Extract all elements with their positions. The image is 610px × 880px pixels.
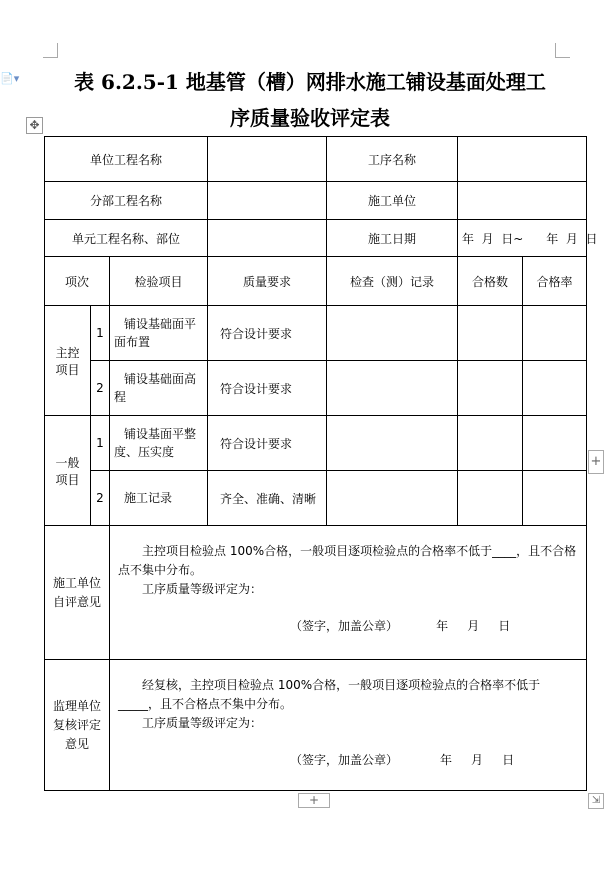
main-items-label: 主控项目: [45, 306, 91, 416]
document-title-line2: 序质量验收评定表: [230, 106, 390, 130]
supervision-opinion-content[interactable]: [110, 660, 587, 791]
construction-opinion-text: 主控项目检验点 100%合格，一般项目逐项检验点的合格率不低于____，且不合格点不集中分布。: [118, 544, 577, 577]
column-header-record: 检查（测）记录: [327, 257, 458, 306]
quality-requirement: 符合设计要求: [208, 416, 327, 471]
supervision-grade-label: 工序质量等级评定为：: [142, 716, 263, 730]
document-icon[interactable]: 📄▾: [0, 72, 20, 85]
supervision-opinion-text: 经复核，主控项目检验点 100%合格，一般项目逐项检验点的合格率不低于_____，且不合格点不集中分布。: [118, 678, 541, 711]
element-project-value[interactable]: [208, 220, 327, 257]
supervision-opinion-label: 监理单位复核评定意见: [45, 660, 110, 791]
construction-unit-value[interactable]: [458, 182, 587, 220]
add-row-icon[interactable]: +: [298, 793, 330, 808]
pass-rate-cell[interactable]: [523, 471, 587, 526]
quality-evaluation-table: [44, 136, 598, 791]
construction-unit-label: 施工单位: [327, 182, 458, 220]
element-project-label: 单元工程名称、部位: [45, 220, 208, 257]
table-row: [45, 416, 587, 471]
page-corner-mark-left: [43, 43, 58, 58]
document-title-line1: 表 6.2.5-1 地基管（槽）网排水施工铺设基面处理工: [74, 70, 546, 94]
table-row: [45, 471, 587, 526]
move-handle-icon[interactable]: ✥: [26, 117, 43, 134]
row-number: 1: [91, 416, 110, 471]
row-number: 1: [91, 306, 110, 361]
construction-grade-label: 工序质量等级评定为：: [142, 582, 263, 596]
sub-project-value[interactable]: [208, 182, 327, 220]
pass-rate-cell[interactable]: [523, 361, 587, 416]
table-row: [45, 306, 587, 361]
record-cell[interactable]: [327, 471, 458, 526]
record-cell[interactable]: [327, 416, 458, 471]
construction-date-label: 施工日期: [327, 220, 458, 257]
column-header-inspection-item: 检验项目: [110, 257, 208, 306]
construction-date-value[interactable]: 年 月 日~ 年 月 日: [458, 220, 587, 257]
qualified-count-cell[interactable]: [458, 416, 523, 471]
unit-project-value[interactable]: [208, 137, 327, 182]
page-corner-mark-right: [555, 43, 570, 58]
process-name-label: 工序名称: [327, 137, 458, 182]
qualified-count-cell[interactable]: [458, 306, 523, 361]
construction-signature: （签字，加盖公章） 年 月 日: [290, 619, 511, 633]
construction-opinion-content[interactable]: [110, 526, 587, 660]
construction-opinion-label: 施工单位自评意见: [45, 526, 110, 660]
quality-requirement: 齐全、准确、清晰: [208, 471, 327, 526]
inspection-item: 铺设基础面平面布置: [110, 306, 208, 361]
add-column-icon[interactable]: +: [588, 450, 604, 474]
qualified-count-cell[interactable]: [458, 361, 523, 416]
inspection-item: 铺设基面平整度、压实度: [110, 416, 208, 471]
general-items-label: 一般项目: [45, 416, 91, 526]
qualified-count-cell[interactable]: [458, 471, 523, 526]
pass-rate-cell[interactable]: [523, 416, 587, 471]
unit-project-label: 单位工程名称: [45, 137, 208, 182]
column-header-qualified-count: 合格数: [458, 257, 523, 306]
column-header-item-type: 项次: [45, 257, 110, 306]
column-header-quality-requirement: 质量要求: [208, 257, 327, 306]
pass-rate-cell[interactable]: [523, 306, 587, 361]
column-header-pass-rate: 合格率: [523, 257, 587, 306]
inspection-item: 铺设基础面高程: [110, 361, 208, 416]
process-name-value[interactable]: [458, 137, 587, 182]
record-cell[interactable]: [327, 306, 458, 361]
table-row: [45, 361, 587, 416]
quality-requirement: 符合设计要求: [208, 361, 327, 416]
resize-icon[interactable]: ⇲: [588, 793, 604, 809]
supervision-signature: （签字，加盖公章） 年 月 日: [290, 753, 515, 767]
record-cell[interactable]: [327, 361, 458, 416]
row-number: 2: [91, 471, 110, 526]
row-number: 2: [91, 361, 110, 416]
sub-project-label: 分部工程名称: [45, 182, 208, 220]
inspection-item: 施工记录: [110, 471, 208, 526]
quality-requirement: 符合设计要求: [208, 306, 327, 361]
